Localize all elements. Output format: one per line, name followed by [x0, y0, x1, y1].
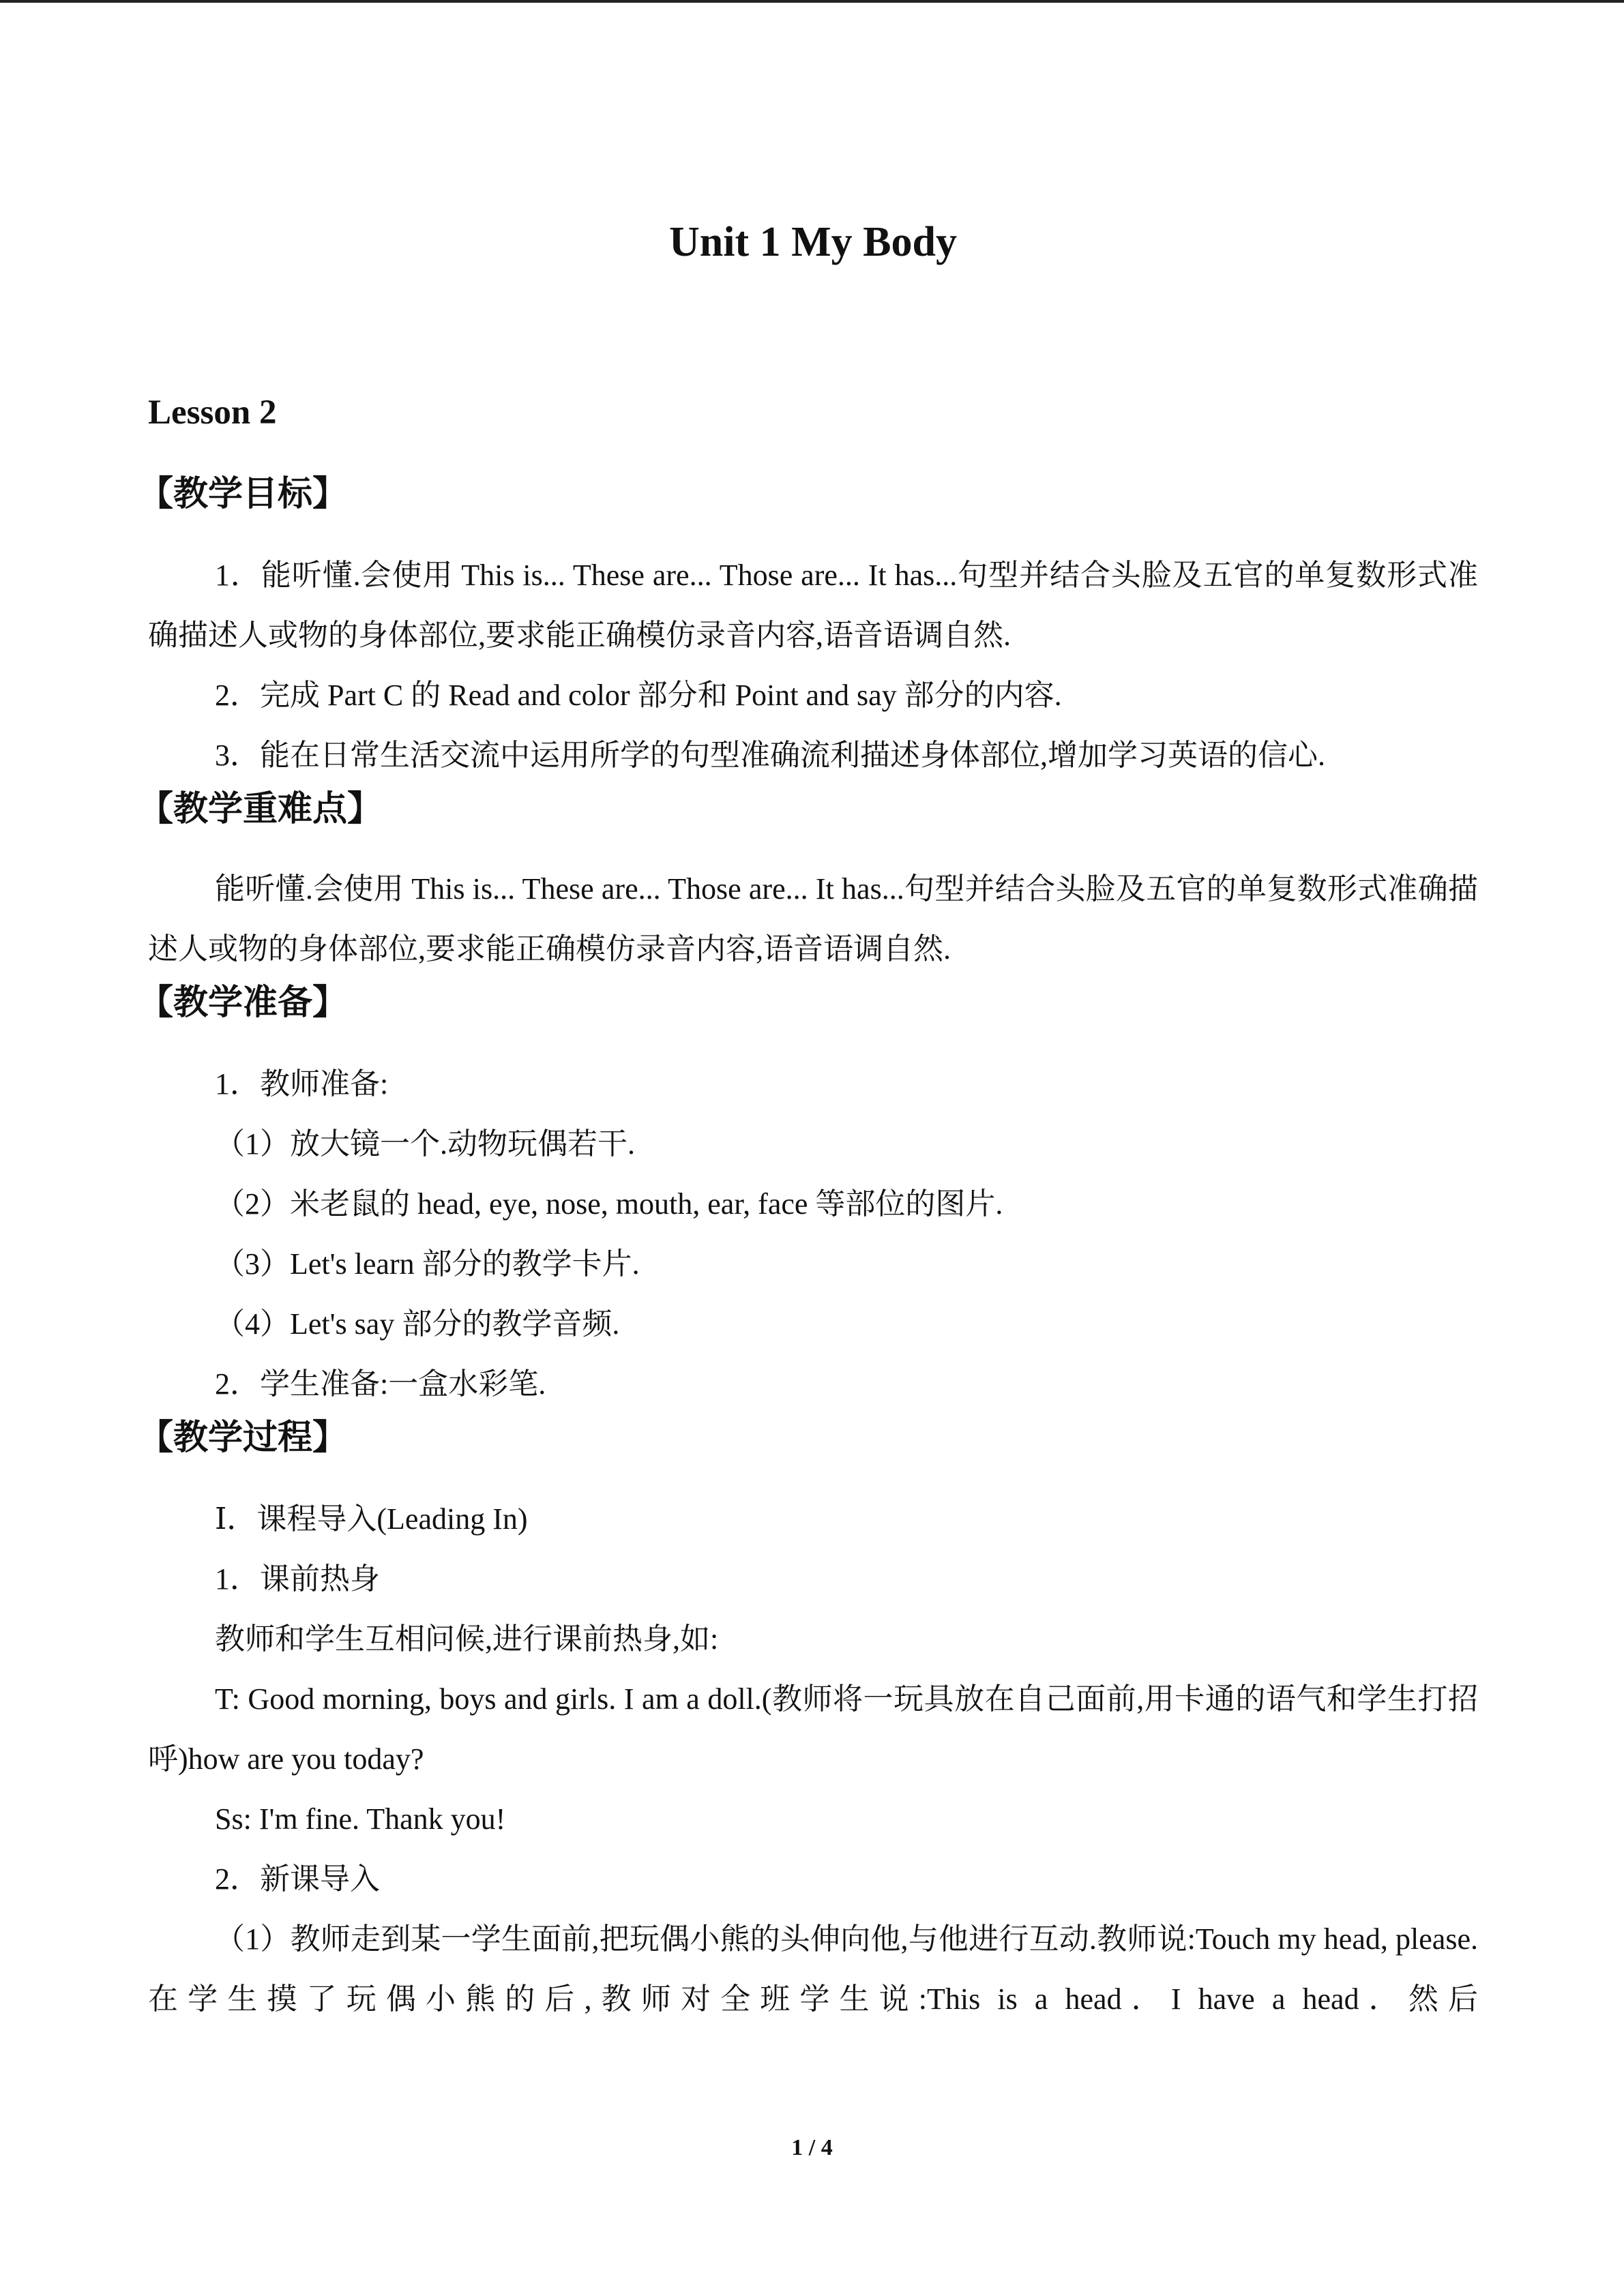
process-item-4: T: Good morning, boys and girls. I am a doll.(教师将一玩具放在自己面前,用卡通的语气和学生打招呼)how are you today? [148, 1682, 1478, 1776]
lesson-heading: Lesson 2 [148, 393, 277, 432]
preparation-item-6: 2．学生准备:一盒水彩笔. [215, 1367, 546, 1401]
process-item-2: 1．课前热身 [215, 1562, 380, 1596]
page-current: 1 [791, 2135, 803, 2160]
preparation-item-4: （3）Let's learn 部分的教学卡片. [215, 1247, 640, 1281]
document-title: Unit 1 My Body [669, 219, 957, 265]
page-separator: / [803, 2135, 821, 2160]
section-heading-key-points: 【教学重难点】 [138, 789, 383, 829]
objective-item-3: 3．能在日常生活交流中运用所学的句型准确流利描述身体部位,增加学习英语的信心. [215, 739, 1325, 772]
section-heading-preparation: 【教学准备】 [138, 983, 348, 1023]
objective-item-1: 1．能听懂.会使用 This is... These are... Those are... It has...句型并结合头脸及五官的单复数形式准确描述人或物的身体部位,要求能正确模仿录音内容,语音语调自然. [148, 558, 1478, 652]
process-item-6: 2．新课导入 [215, 1862, 380, 1896]
page-number [0, 2134, 1624, 2162]
process-item-3: 教师和学生互相问候,进行课前热身,如: [215, 1622, 719, 1656]
preparation-item-3: （2）米老鼠的 head, eye, nose, mouth, ear, face 等部位的图片. [215, 1187, 1003, 1221]
key-point-item-1: 能听懂.会使用 This is... These are... Those are... It has...句型并结合头脸及五官的单复数形式准确描述人或物的身体部位,要求能正确模仿录音内容,语音语调自然. [148, 872, 1478, 966]
objective-item-2: 2．完成 Part C 的 Read and color 部分和 Point and say 部分的内容. [215, 679, 1062, 712]
section-heading-process: 【教学过程】 [138, 1418, 348, 1458]
section-heading-objectives: 【教学目标】 [138, 474, 348, 514]
document-page [138, 0, 1478, 2296]
preparation-item-1: 1．教师准备: [215, 1067, 389, 1101]
page-total: 4 [821, 2135, 833, 2160]
process-item-1: Ⅰ．课程导入(Leading In) [215, 1502, 528, 1536]
process-item-7: （1）教师走到某一学生面前,把玩偶小熊的头伸向他,与他进行互动.教师说:Touch my head, please. 在学生摸了玩偶小熊的后,教师对全班学生说:This is a head．I have a head．然后 [148, 1922, 1478, 2016]
preparation-item-2: （1）放大镜一个.动物玩偶若干. [215, 1127, 635, 1161]
document-body [138, 471, 1478, 2029]
process-item-5: Ss: I'm fine. Thank you! [215, 1802, 506, 1836]
preparation-item-5: （4）Let's say 部分的教学音频. [215, 1307, 620, 1341]
